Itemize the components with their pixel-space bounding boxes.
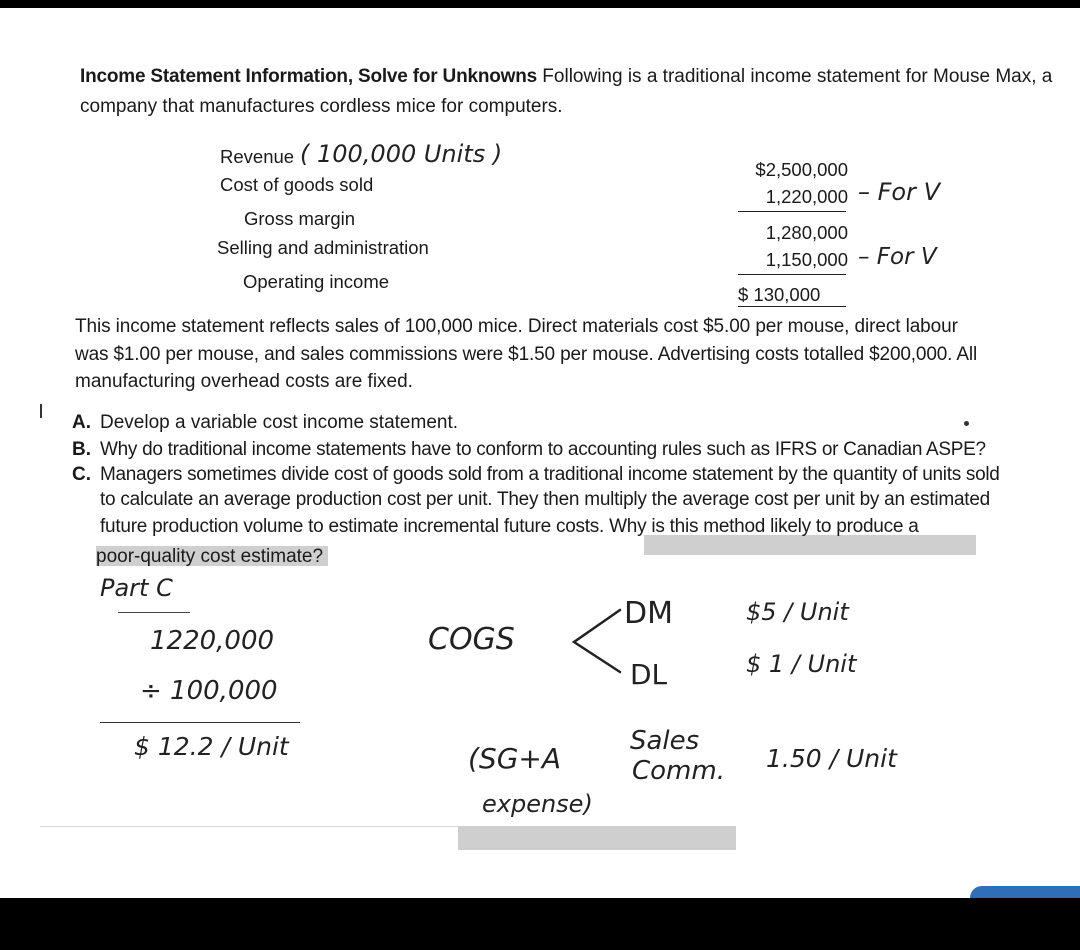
handwritten-sales-label: Sales	[630, 726, 700, 756]
statement-label-operating-income: Operating income	[243, 271, 390, 292]
question-c-letter: C.	[72, 464, 91, 485]
statement-rule-2	[738, 274, 846, 275]
paragraph-line-2: was $1.00 per mouse, and sales commissions were $1.50 per mouse. Advertising costs totalled $200,000. All	[75, 344, 978, 365]
handwritten-comm-label: Comm.	[632, 756, 725, 786]
margin-dot	[964, 421, 969, 426]
paragraph-line-1: This income statement reflects sales of 100,000 mice. Direct materials cost $5.00 per mouse, direct labour	[75, 316, 958, 337]
question-c-line-2: to calculate an average production cost per unit. They then multiply the average cost per unit by an estimated	[100, 489, 990, 510]
handwritten-revenue-note: ( 100,000 Units )	[300, 140, 503, 168]
handwritten-comm-value: 1.50 / Unit	[766, 744, 897, 773]
statement-label-selling-admin: Selling and administration	[217, 237, 429, 258]
handwritten-calc-result: $ 12.2 / Unit	[134, 732, 289, 761]
paragraph-line-3: manufacturing overhead costs are fixed.	[75, 371, 413, 392]
question-a-text: Develop a variable cost income statement.	[100, 412, 459, 433]
blue-accent	[970, 886, 1080, 898]
question-b-text: Why do traditional income statements have to conform to accounting rules such as IFRS or Canadian ASPE?	[100, 439, 986, 460]
problem-intro	[80, 66, 1052, 88]
scan-gray-box	[458, 826, 736, 850]
problem-intro-line2: company that manufactures cordless mice for computers.	[80, 96, 563, 117]
scan-edge-line	[40, 826, 460, 827]
handwritten-part-label: Part C	[100, 574, 173, 602]
handwritten-calc-line-1: 1220,000	[150, 626, 275, 656]
statement-value-cogs: 1,220,000	[765, 186, 848, 207]
question-c-line-3: future production volume to estimate incremental future costs. Why is this method likely to produce a	[100, 516, 919, 537]
statement-value-gross-margin: 1,280,000	[765, 222, 848, 243]
statement-label-cogs: Cost of goods sold	[220, 174, 374, 195]
handwritten-sga-abbrev: (SG+A	[468, 742, 562, 775]
handwritten-sga-note: – For V	[858, 244, 937, 270]
question-c-line-4: poor-quality cost estimate?	[96, 546, 324, 567]
statement-label-gross-margin: Gross margin	[244, 208, 356, 229]
handwritten-dl-value: $ 1 / Unit	[746, 650, 857, 678]
question-c-highlight-1	[644, 535, 976, 555]
question-a-letter: A.	[72, 412, 91, 433]
handwritten-cogs-abbrev: COGS	[428, 622, 515, 657]
statement-rule-3	[738, 306, 846, 307]
statement-value-operating-income: $ 130,000	[738, 284, 821, 305]
handwritten-cogs-note: – For V	[858, 178, 941, 206]
bracket-icon	[570, 606, 622, 676]
statement-label-revenue: Revenue	[220, 146, 295, 167]
handwritten-dl-label: DL	[630, 658, 668, 691]
top-bar	[0, 0, 1080, 8]
question-c-line-1: Managers sometimes divide cost of goods sold from a traditional income statement by the quantity of units sold	[100, 464, 1000, 485]
part-label-underline	[118, 612, 190, 613]
statement-value-selling-admin: 1,150,000	[765, 249, 848, 270]
bottom-bar	[0, 898, 1080, 950]
handwritten-dm-value: $5 / Unit	[746, 598, 849, 626]
margin-tick	[40, 404, 42, 418]
handwritten-calc-rule	[100, 722, 300, 723]
handwritten-sga-expense: expense)	[482, 790, 593, 818]
problem-intro-line1: Following is a traditional income statement for Mouse Max, a	[537, 66, 1053, 87]
statement-rule-1	[738, 211, 846, 212]
question-b-letter: B.	[72, 439, 91, 460]
problem-heading: Income Statement Information, Solve for Unknowns	[80, 66, 538, 87]
statement-value-revenue: $2,500,000	[755, 159, 848, 180]
handwritten-dm-label: DM	[624, 596, 673, 631]
handwritten-calc-line-2: ÷ 100,000	[140, 676, 278, 706]
